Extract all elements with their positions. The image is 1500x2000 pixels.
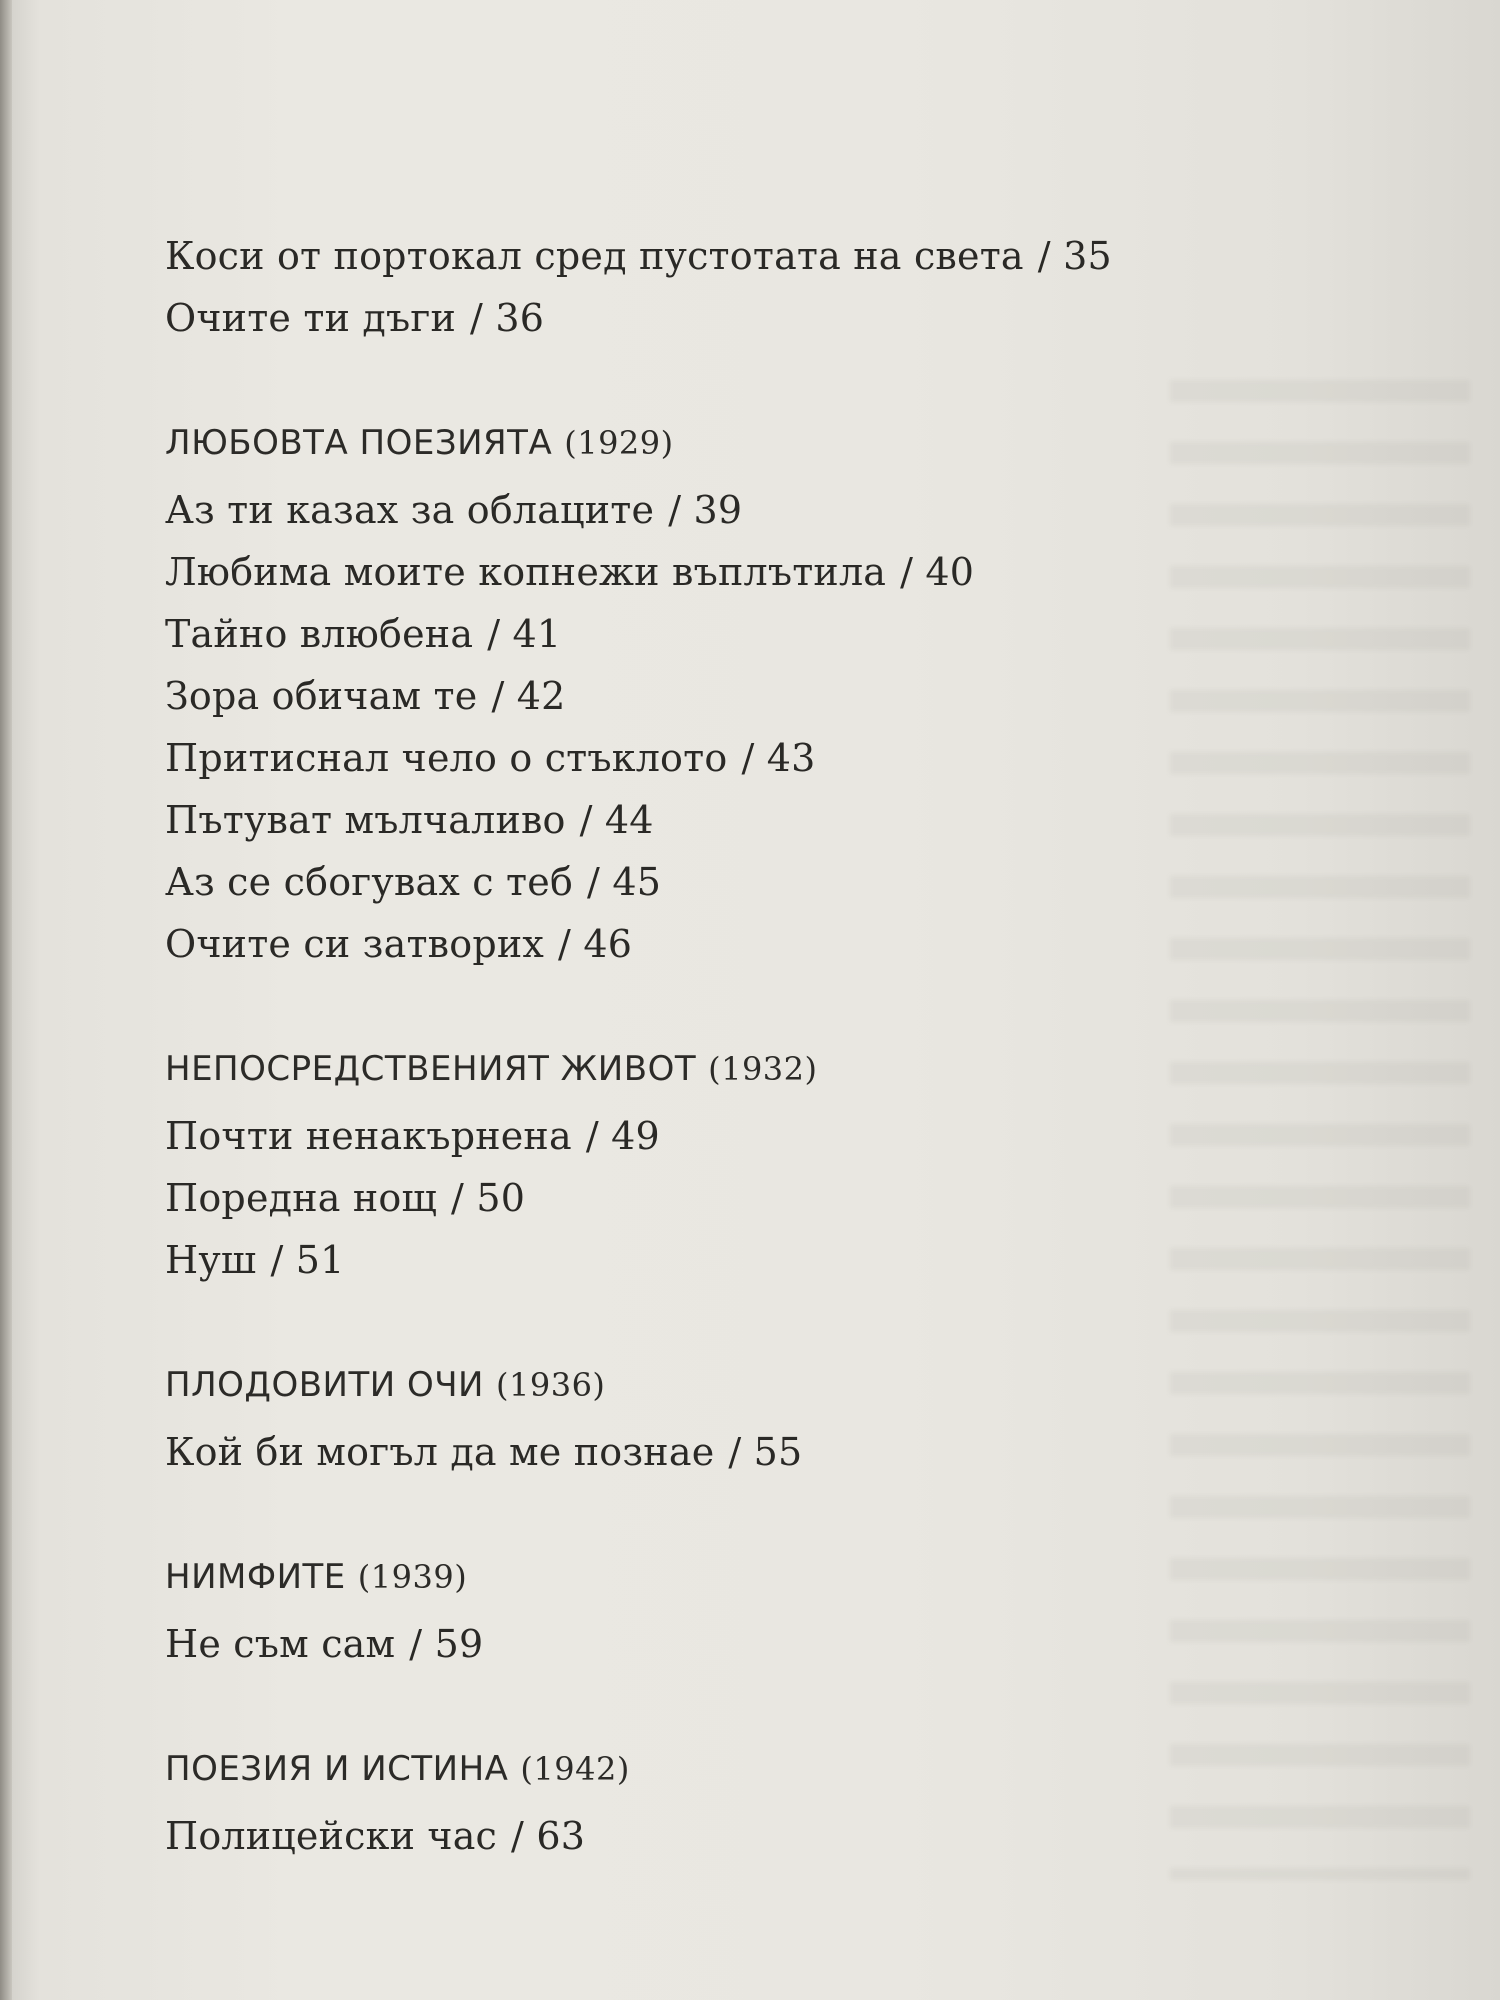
toc-section bbox=[165, 1545, 1315, 1675]
section-year: (1942) bbox=[520, 1750, 630, 1788]
entry-title: Аз ти казах за облаците bbox=[165, 488, 655, 532]
toc-entry bbox=[165, 603, 1315, 665]
toc-section bbox=[165, 1037, 1315, 1291]
entry-title: Очите си затворих bbox=[165, 922, 545, 966]
entry-title: Поредна нощ bbox=[165, 1176, 438, 1220]
entry-page: / 63 bbox=[511, 1814, 586, 1858]
entry-page: / 49 bbox=[585, 1114, 660, 1158]
toc-entry bbox=[165, 851, 1315, 913]
section-heading bbox=[165, 411, 1315, 475]
section-year: (1932) bbox=[708, 1050, 818, 1088]
entry-page: / 43 bbox=[741, 736, 816, 780]
table-of-contents bbox=[165, 225, 1315, 1867]
entry-title: Кой би могъл да ме познае bbox=[165, 1430, 715, 1474]
toc-entry bbox=[165, 1421, 1315, 1483]
section-heading bbox=[165, 1737, 1315, 1801]
entry-page: / 50 bbox=[451, 1176, 526, 1220]
toc-entry bbox=[165, 1229, 1315, 1291]
entry-page: / 39 bbox=[668, 488, 743, 532]
toc-section bbox=[165, 1353, 1315, 1483]
toc-entry bbox=[165, 1805, 1315, 1867]
entry-title: Коси от портокал сред пустотата на света bbox=[165, 234, 1024, 278]
entry-page: / 55 bbox=[728, 1430, 803, 1474]
entry-title: Нуш bbox=[165, 1238, 257, 1282]
toc-section bbox=[165, 1737, 1315, 1867]
entry-page: / 59 bbox=[409, 1622, 484, 1666]
entry-page: / 36 bbox=[470, 296, 545, 340]
intro-entries bbox=[165, 225, 1315, 349]
entry-page: / 46 bbox=[558, 922, 633, 966]
entry-page: / 42 bbox=[491, 674, 566, 718]
toc-entry bbox=[165, 541, 1315, 603]
entry-title: Зора обичам те bbox=[165, 674, 478, 718]
entry-page: / 40 bbox=[900, 550, 975, 594]
toc-entry bbox=[165, 225, 1315, 287]
entry-page: / 51 bbox=[270, 1238, 345, 1282]
entry-page: / 44 bbox=[579, 798, 654, 842]
entry-title: Пътуват мълчаливо bbox=[165, 798, 566, 842]
toc-entry bbox=[165, 1105, 1315, 1167]
entry-title: Очите ти дъги bbox=[165, 296, 457, 340]
toc-entry bbox=[165, 1167, 1315, 1229]
section-title: НЕПОСРЕДСТВЕНИЯТ ЖИВОТ bbox=[165, 1049, 697, 1089]
section-year: (1939) bbox=[357, 1558, 468, 1596]
section-heading bbox=[165, 1545, 1315, 1609]
section-title: ЛЮБОВТА ПОЕЗИЯТА bbox=[165, 423, 553, 463]
section-heading bbox=[165, 1353, 1315, 1417]
toc-entry bbox=[165, 727, 1315, 789]
entry-title: Полицейски час bbox=[165, 1814, 498, 1858]
toc-entry bbox=[165, 1613, 1315, 1675]
entry-page: / 35 bbox=[1037, 234, 1112, 278]
section-year: (1936) bbox=[496, 1366, 606, 1404]
section-title: ПЛОДОВИТИ ОЧИ bbox=[165, 1365, 484, 1405]
toc-entry bbox=[165, 665, 1315, 727]
entry-page: / 41 bbox=[487, 612, 562, 656]
toc-entry bbox=[165, 789, 1315, 851]
entry-title: Аз се сбогувах с теб bbox=[165, 860, 574, 904]
entry-title: Тайно влюбена bbox=[165, 612, 474, 656]
entry-title: Любима моите копнежи въплътила bbox=[165, 550, 887, 594]
section-year: (1929) bbox=[564, 424, 674, 462]
section-heading bbox=[165, 1037, 1315, 1101]
toc-entry bbox=[165, 287, 1315, 349]
entry-title: Не съм сам bbox=[165, 1622, 396, 1666]
entry-title: Почти ненакърнена bbox=[165, 1114, 572, 1158]
page-gutter-edge bbox=[0, 0, 12, 2000]
toc-entry bbox=[165, 913, 1315, 975]
entry-title: Притиснал чело о стъклото bbox=[165, 736, 728, 780]
entry-page: / 45 bbox=[587, 860, 662, 904]
section-title: ПОЕЗИЯ И ИСТИНА bbox=[165, 1749, 509, 1789]
section-title: НИМФИТЕ bbox=[165, 1557, 346, 1597]
toc-section bbox=[165, 411, 1315, 975]
toc-entry bbox=[165, 479, 1315, 541]
